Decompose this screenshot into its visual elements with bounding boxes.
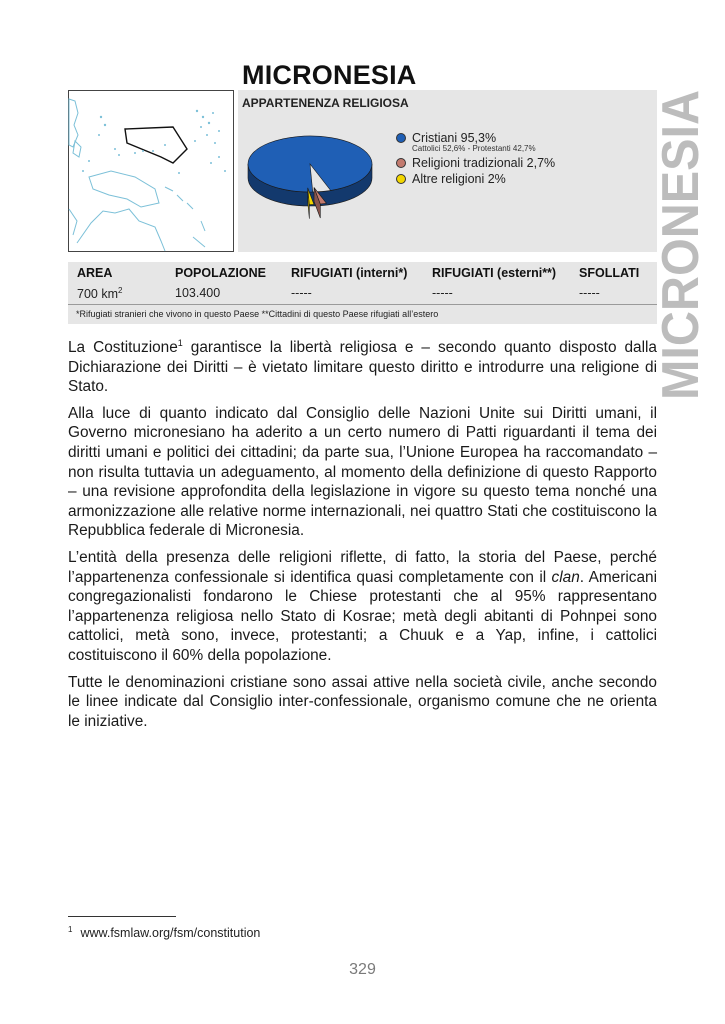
stats-col-rifugiati-esterni <box>432 266 556 300</box>
footnote <box>68 925 260 940</box>
religion-pie-chart <box>246 120 406 240</box>
religion-legend <box>396 130 555 187</box>
side-title-text: MICRONESIA <box>652 67 710 400</box>
page-number: 329 <box>349 961 376 978</box>
stats-value-sfollati: ----- <box>579 286 600 300</box>
pie-slice-cristiani <box>248 136 372 192</box>
page-title: MICRONESIA <box>242 60 417 90</box>
religion-panel <box>238 90 657 252</box>
stats-header: POPOLAZIONE <box>175 266 266 280</box>
stats-header: SFOLLATI <box>579 266 640 280</box>
footnote-divider <box>68 916 176 917</box>
stats-value-area: 700 $km^2$ <box>77 286 123 302</box>
religion-heading: APPARTENENZA RELIGIOSA <box>242 96 409 110</box>
paragraph-2: Alla luce di quanto indicato dal Consiglio delle Nazioni Unite sui Diritti umani, il Governo micronesiano ha aderito a un certo numero di Patti riguardanti il tema dei diritti umani e politici dei cittadini; da parte sua, l’Unione Europea ha raccomandato – non risulta tuttavia un adeguamento, al momento della definizione di questo Rapporto – una revisione approfondita della legislazione in vigore su questo tema nonché una armonizzazione alle relative norme internazionali, nei quattro Stati che costituiscono la Repubblica federale di Micronesia. <box>68 404 657 540</box>
stats-header: AREA <box>77 266 113 280</box>
paragraph-4: Tutte le denominazioni cristiane sono assai attive nella società civile, anche secondo le linee indicate dal Consiglio inter-confessionale, organismo comune che ne orienta le iniziative. <box>68 673 657 730</box>
stats-divider <box>68 304 657 305</box>
body-text <box>68 338 657 738</box>
paragraph-3: L’entità della presenza delle religioni riflette, di fatto, la storia del Paese, perché l’appartenenza confessionale si identifica quasi completamente con il clan. Americani congregazionalisti fondarono le Chiese protestanti che al 95% rappresentano l’appartenenza religiosa nello Stato di Kosrae; metà degli abitanti di Pohnpei sono cattolici, metà sono, invece, protestanti; a Chuuk e a Yap, infine, i cattolici costituiscono il 60% della popolazione. <box>68 548 657 664</box>
paragraph-1: La Costituzione$^1$ garantisce la libertà religiosa e – secondo quanto disposto dalla Dichiarazione dei Diritti – è vietato limitare questo diritto e introdurre una religione di Stato. <box>68 337 657 396</box>
stats-header: RIFUGIATI (interni*) <box>291 266 408 280</box>
stats-note: *Rifugiati stranieri che vivono in questo Paese **Cittadini di questo Paese rifugiati all’estero <box>76 309 439 319</box>
stats-col-area <box>77 266 122 301</box>
legend-item-altre <box>396 171 555 187</box>
location-map <box>68 90 234 252</box>
stats-table <box>68 262 657 324</box>
stats-value-rifugiati-interni: ----- <box>291 286 312 300</box>
stats-col-rifugiati-interni <box>291 266 407 300</box>
side-title <box>652 67 710 402</box>
stats-header: RIFUGIATI (esterni**) <box>432 266 557 280</box>
legend-sub-cristiani: Cattolici 52,6% - Protestanti 42,7% <box>412 144 536 153</box>
stats-col-sfollati <box>579 266 639 300</box>
footnote-ref: 1 <box>177 337 183 348</box>
legend-item-tradizionali <box>396 155 555 171</box>
footnote-link: www.fsmlaw.org/fsm/constitution <box>80 926 261 941</box>
legend-swatch-altre <box>396 174 406 184</box>
footnote-number: 1 <box>68 925 73 934</box>
legend-swatch-tradizionali <box>396 158 406 168</box>
stats-value-rifugiati-esterni: ----- <box>432 286 453 300</box>
stats-col-popolazione <box>175 266 266 300</box>
region-map-image <box>69 91 233 251</box>
legend-label-cristiani: Cristiani 95,3% <box>412 131 497 145</box>
legend-swatch-cristiani <box>396 133 406 143</box>
stats-value-popolazione: 103.400 <box>175 286 221 300</box>
legend-label-altre: Altre religioni 2% <box>412 172 506 186</box>
legend-label-tradizionali: Religioni tradizionali 2,7% <box>412 156 556 170</box>
